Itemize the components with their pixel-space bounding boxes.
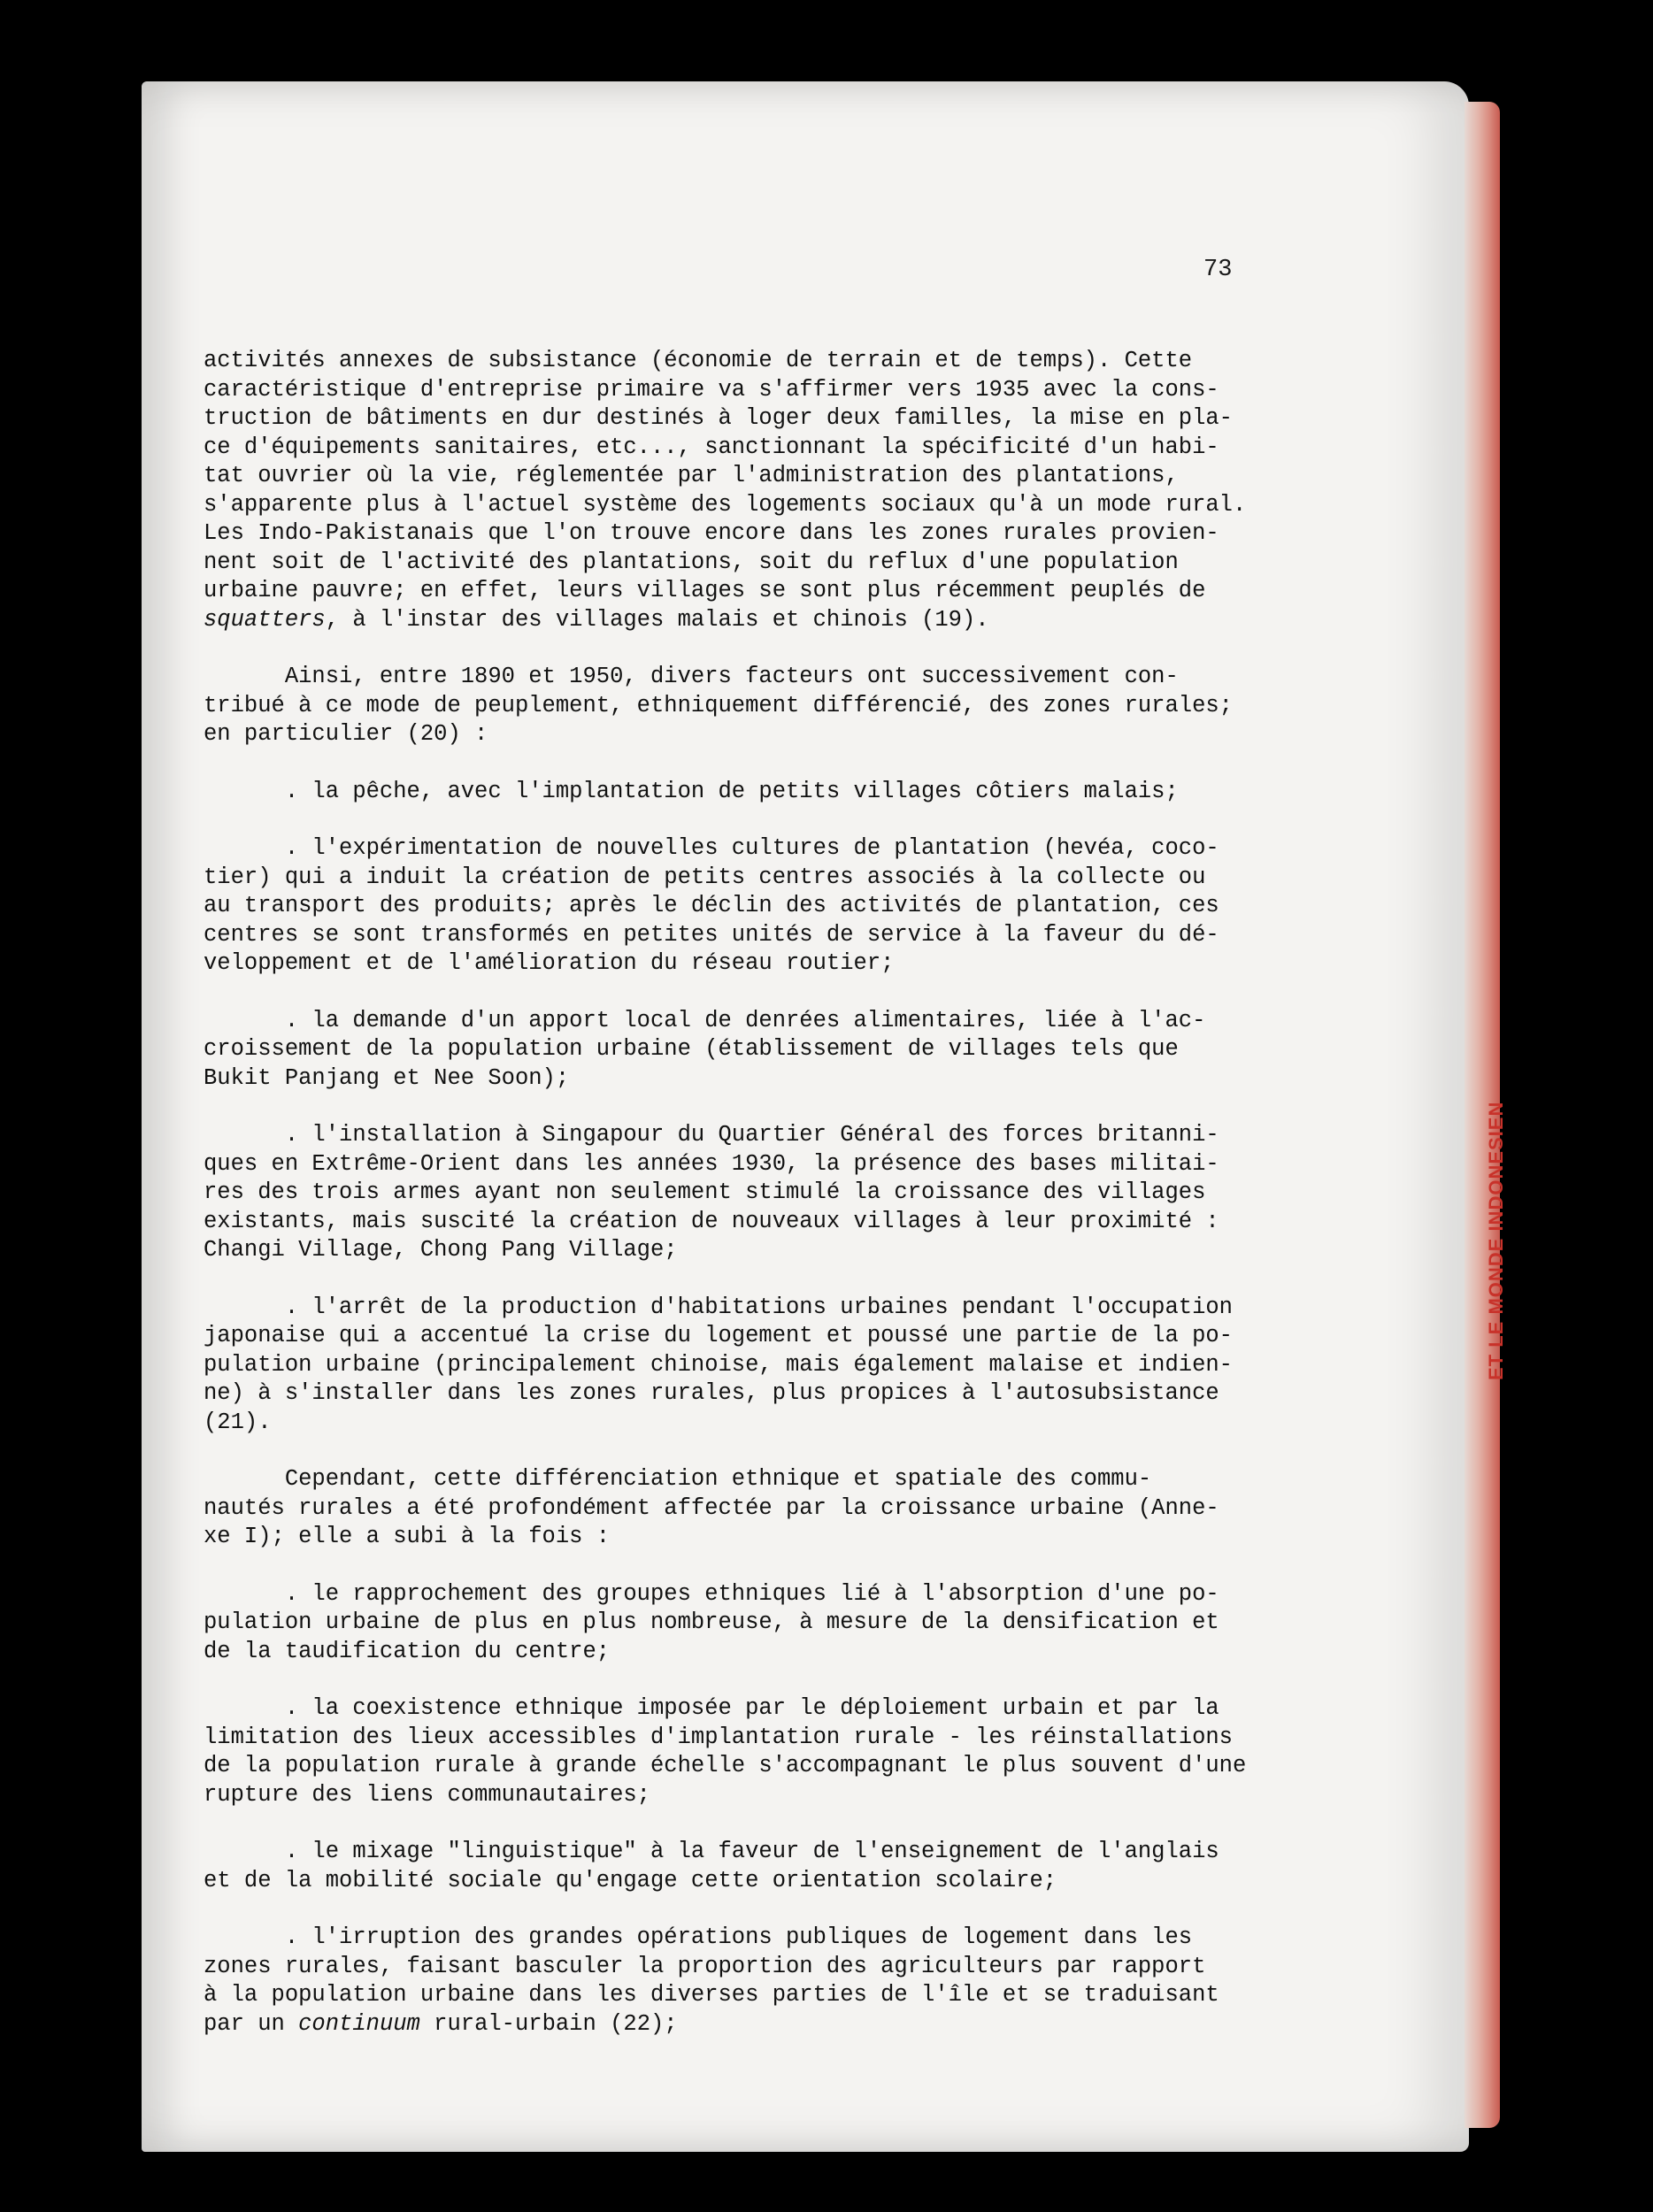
text-span: , à l'instar des villages malais et chinois (19). <box>325 606 989 633</box>
text-line: existants, mais suscité la création de nouveaux villages à leur proximité : <box>204 1208 1219 1234</box>
text-line: rupture des liens communautaires; <box>204 1781 650 1808</box>
text-line: de la taudification du centre; <box>204 1638 611 1664</box>
paragraph-gap <box>204 1265 1319 1294</box>
text-line: s'apparente plus à l'actuel système des logements sociaux qu'à un mode rural. <box>204 491 1247 518</box>
text-line: en particulier (20) : <box>204 721 488 747</box>
spine-label <box>1458 991 1507 1380</box>
paragraph-gap <box>204 1093 1319 1121</box>
paragraph <box>204 1694 1319 1809</box>
page-number: 73 <box>1203 257 1233 283</box>
body-text <box>204 347 1319 2039</box>
italic-term: squatters <box>204 606 326 633</box>
text-line: ques en Extrême-Orient dans les années 1930, la présence des bases militai- <box>204 1150 1219 1177</box>
paragraph-gap <box>204 1552 1319 1580</box>
text-line: japonaise qui a accentué la crise du logement et poussé une partie de la po- <box>204 1323 1233 1348</box>
text-line: ce d'équipements sanitaires, etc..., sanctionnant la spécificité d'un habi- <box>204 434 1219 460</box>
text-line: . la pêche, avec l'implantation de petits villages côtiers malais; <box>204 778 1179 804</box>
paragraph-gap <box>204 1809 1319 1838</box>
paragraph <box>204 663 1319 749</box>
paragraph-gap <box>204 1666 1319 1694</box>
paragraph-gap <box>204 979 1319 1007</box>
paragraph-gap <box>204 749 1319 778</box>
text-line: croissement de la population urbaine (établissement de villages tels que <box>204 1036 1179 1062</box>
text-line: . l'expérimentation de nouvelles cultures de plantation (hevéa, coco- <box>204 835 1219 861</box>
text-line: Ainsi, entre 1890 et 1950, divers facteurs ont successivement con- <box>204 664 1179 689</box>
paragraph <box>204 1580 1319 1667</box>
text-line: tat ouvrier où la vie, réglementée par l'administration des plantations, <box>204 463 1179 488</box>
text-span: rural-urbain (22); <box>419 2010 678 2037</box>
text-line <box>204 2010 1319 2039</box>
text-line: . l'irruption des grandes opérations publiques de logement dans les <box>204 1924 1193 1950</box>
text-line: urbaine pauvre; en effet, leurs villages se sont plus récemment peuplés de <box>204 578 1206 603</box>
text-line: centres se sont transformés en petites unités de service à la faveur du dé- <box>204 921 1219 948</box>
text-line: . l'installation à Singapour du Quartier Général des forces britanni- <box>204 1122 1219 1148</box>
text-line: nautés rurales a été profondément affectée par la croissance urbaine (Anne- <box>204 1494 1219 1521</box>
text-line: . la demande d'un apport local de denrées alimentaires, liée à l'ac- <box>204 1007 1206 1033</box>
paragraph <box>204 1121 1319 1265</box>
text-line: à la population urbaine dans les diverses parties de l'île et se traduisant <box>204 1982 1219 2008</box>
text-line: limitation des lieux accessibles d'implantation rurale - les réinstallations <box>204 1724 1233 1750</box>
text-line: . la coexistence ethnique imposée par le déploiement urbain et par la <box>204 1695 1219 1721</box>
paragraph <box>204 778 1319 807</box>
text-line: Changi Village, Chong Pang Village; <box>204 1237 678 1263</box>
text-line: (21). <box>204 1409 272 1435</box>
text-line: xe I); elle a subi à la fois : <box>204 1524 611 1549</box>
text-line: pulation urbaine de plus en plus nombreuse, à mesure de la densification et <box>204 1609 1219 1635</box>
text-line: ne) à s'installer dans les zones rurales, plus propices à l'autosubsistance <box>204 1380 1219 1406</box>
text-line: . le rapprochement des groupes ethniques lié à l'absorption d'une po- <box>204 1580 1219 1607</box>
text-line: . l'arrêt de la production d'habitations urbaines pendant l'occupation <box>204 1294 1233 1320</box>
text-line: Cependant, cette différenciation ethnique et spatiale des commu- <box>204 1466 1152 1492</box>
text-line: veloppement et de l'amélioration du réseau routier; <box>204 950 895 976</box>
text-line: et de la mobilité sociale qu'engage cette orientation scolaire; <box>204 1867 1057 1893</box>
paragraph <box>204 1465 1319 1552</box>
paragraph <box>204 1838 1319 1895</box>
paragraph <box>204 347 1319 634</box>
paragraph <box>204 834 1319 979</box>
text-line: Les Indo-Pakistanais que l'on trouve encore dans les zones rurales provien- <box>204 520 1219 546</box>
text-line: Bukit Panjang et Nee Soon); <box>204 1064 570 1091</box>
text-line: nent soit de l'activité des plantations, soit du reflux d'une population <box>204 549 1179 575</box>
text-line: pulation urbaine (principalement chinoise, mais également malaise et indien- <box>204 1351 1233 1378</box>
paragraph-gap <box>204 634 1319 663</box>
text-line: res des trois armes ayant non seulement stimulé la croissance des villages <box>204 1179 1206 1205</box>
italic-term: continuum <box>298 2010 420 2037</box>
spine-label-text: ET LE MONDE INDONESIEN <box>1485 1101 1507 1380</box>
text-line <box>204 606 1319 635</box>
paragraph-gap <box>204 806 1319 834</box>
text-line: activités annexes de subsistance (économie de terrain et de temps). Cette <box>204 348 1193 373</box>
text-line: truction de bâtiments en dur destinés à loger deux familles, la mise en pla- <box>204 405 1233 431</box>
paragraph <box>204 1294 1319 1438</box>
paragraph-gap <box>204 1895 1319 1924</box>
paragraph-gap <box>204 1437 1319 1465</box>
text-line: tribué à ce mode de peuplement, ethniquement différencié, des zones rurales; <box>204 692 1233 718</box>
text-line: tier) qui a induit la création de petits centres associés à la collecte ou <box>204 864 1206 890</box>
text-line: zones rurales, faisant basculer la proportion des agriculteurs par rapport <box>204 1953 1206 1979</box>
text-line: . le mixage "linguistique" à la faveur de l'enseignement de l'anglais <box>204 1839 1219 1864</box>
paragraph <box>204 1007 1319 1094</box>
text-line: de la population rurale à grande échelle s'accompagnant le plus souvent d'une <box>204 1753 1247 1778</box>
text-span: par un <box>204 2010 299 2037</box>
paragraph <box>204 1924 1319 2039</box>
text-line: au transport des produits; après le déclin des activités de plantation, ces <box>204 893 1219 918</box>
text-line: caractéristique d'entreprise primaire va s'affirmer vers 1935 avec la cons- <box>204 376 1219 403</box>
